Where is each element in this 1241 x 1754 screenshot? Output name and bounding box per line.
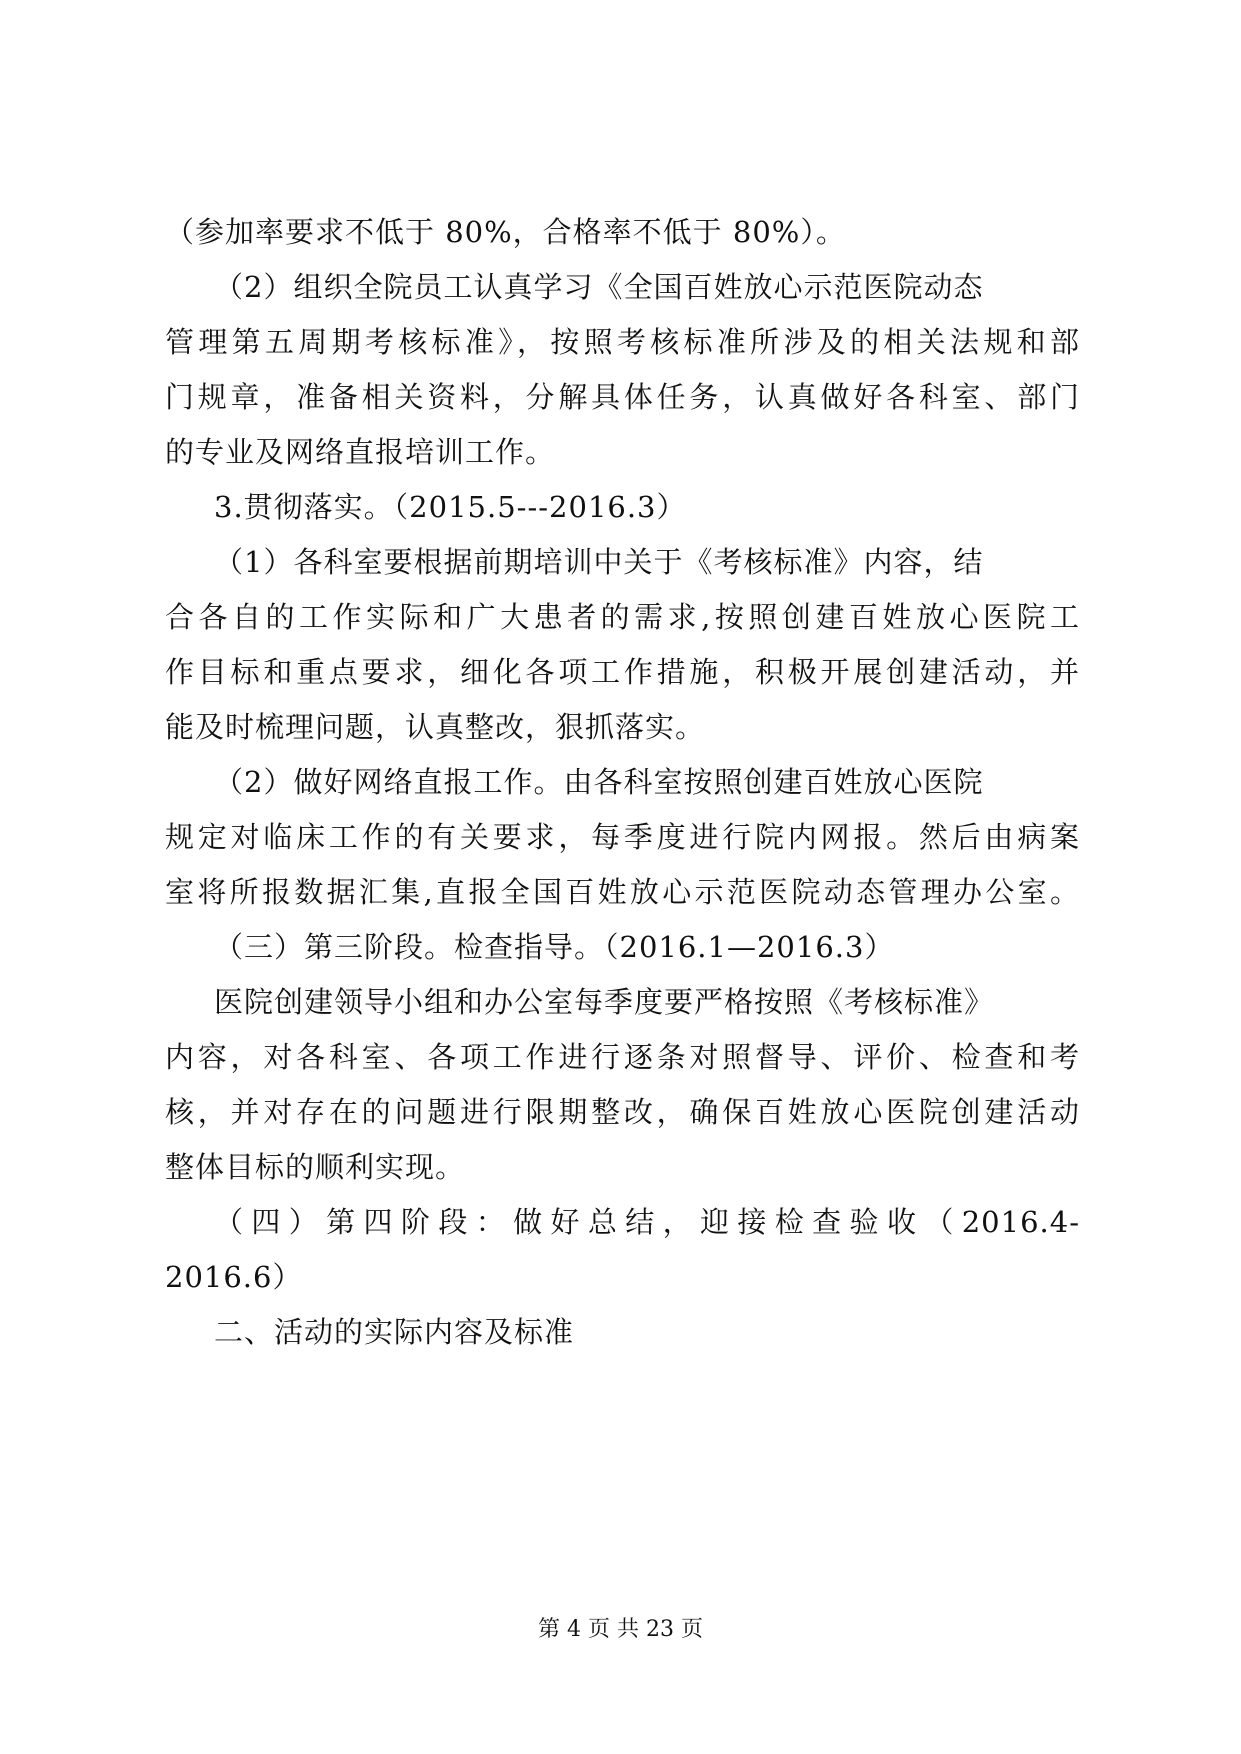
text-line-20: 2016.6） [165, 1260, 303, 1294]
text-line-11: （2）做好网络直报工作。由各科室按照创建百姓放心医院 [214, 765, 984, 799]
text-line-18: 整体目标的顺利实现。 [165, 1150, 466, 1184]
text-line-14: （三）第三阶段。检查指导。（2016.1—2016.3） [214, 930, 895, 964]
text-line-10: 能及时梳理问题，认真整改，狠抓落实。 [165, 710, 706, 744]
text-line-4: 门规章，准备相关资料，分解具体任务，认真做好各科室、部门 [165, 380, 1080, 414]
text-line-6: 3.贯彻落实。（2015.5---2016.3） [214, 490, 687, 524]
text-line-7: （1）各科室要根据前期培训中关于《考核标准》内容，结 [214, 545, 984, 579]
text-line-8: 合各自的工作实际和广大患者的需求,按照创建百姓放心医院工 [165, 600, 1080, 634]
text-line-3: 管理第五周期考核标准》，按照考核标准所涉及的相关法规和部 [165, 325, 1080, 359]
text-line-21: 二、活动的实际内容及标准 [214, 1315, 575, 1349]
text-line-12: 规定对临床工作的有关要求，每季度进行院内网报。然后由病案 [165, 820, 1080, 854]
text-line-13: 室将所报数据汇集,直报全国百姓放心示范医院动态管理办公室。 [165, 875, 1080, 909]
text-line-19: （四）第四阶段：做好总结，迎接检查验收（2016.4- [214, 1205, 1080, 1239]
text-line-2: （2）组织全院员工认真学习《全国百姓放心示范医院动态 [214, 270, 984, 304]
text-line-1: （参加率要求不低于 80%，合格率不低于 80%）。 [165, 215, 846, 249]
text-line-17: 核，并对存在的问题进行限期整改，确保百姓放心医院创建活动 [165, 1095, 1080, 1129]
text-line-16: 内容，对各科室、各项工作进行逐条对照督导、评价、检查和考 [165, 1040, 1080, 1074]
text-line-5: 的专业及网络直报培训工作。 [165, 435, 556, 469]
text-line-15: 医院创建领导小组和办公室每季度要严格按照《考核标准》 [214, 985, 995, 1019]
text-line-9: 作目标和重点要求，细化各项工作措施，积极开展创建活动，并 [165, 655, 1080, 689]
page-number-footer: 第 4 页 共 23 页 [538, 1617, 703, 1642]
